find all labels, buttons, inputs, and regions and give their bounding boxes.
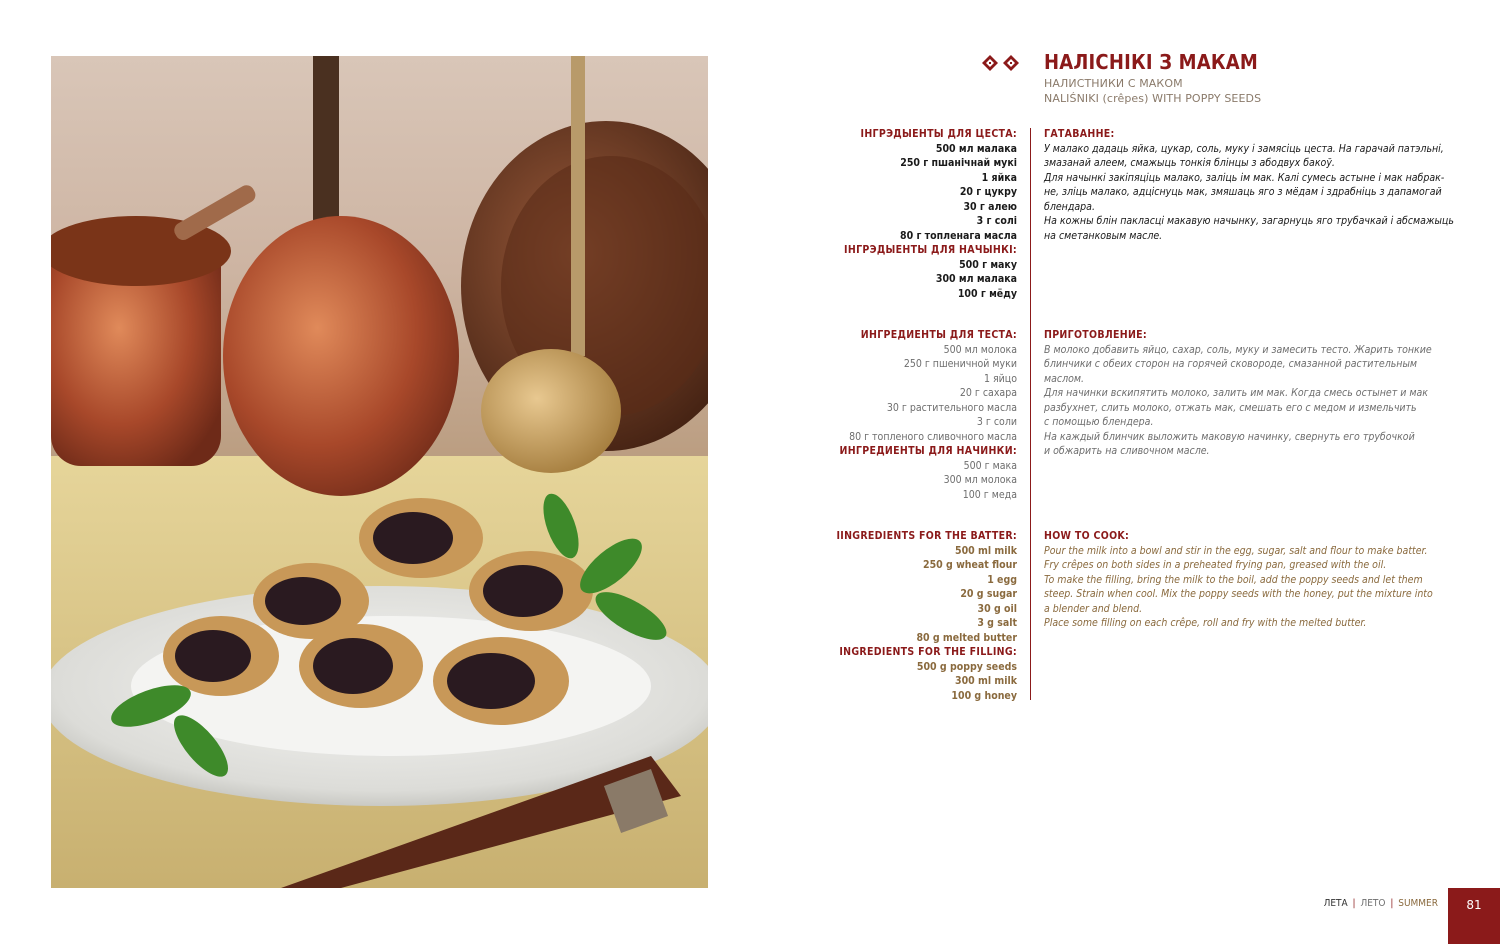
ingredient-item: 30 г алею xyxy=(963,200,1017,213)
method-line: На кожны блін пакласці макавую начынку, загарнуць яго трубачкай і абсмажыць xyxy=(1044,215,1454,227)
ingredient-item: 80 г топленага масла xyxy=(900,229,1017,242)
ingredient-item: 500 г мака xyxy=(963,459,1017,472)
column-divider xyxy=(1030,128,1031,700)
method-line: на сметанковым масле. xyxy=(1044,229,1163,242)
ingredient-item: 20 г цукру xyxy=(959,186,1017,198)
method-line: Для начинки вскипятить молоко, залить им мак. Когда смесь остынет и мак xyxy=(1044,387,1428,399)
ingredient-item: 30 г растительного масла xyxy=(886,401,1017,414)
ingredients-russian xyxy=(840,328,1018,502)
recipe-subtitle-english: NALIŚNIKI (crêpes) WITH POPPY SEEDS xyxy=(1044,92,1262,105)
ingredient-item: 250 g wheat flour xyxy=(923,559,1017,571)
method-heading: HOW TO COOK: xyxy=(1044,530,1130,542)
method-line: У малако дадаць яйка, цукар, соль, муку і замясіць цеста. На гарачай патэльні, xyxy=(1044,142,1444,155)
ingredient-item: 250 г пшанічнай мукі xyxy=(900,157,1017,169)
method-line: с помощью блендера. xyxy=(1044,416,1154,428)
method-line: Pour the milk into a bowl and stir in the egg, sugar, salt and flour to make batter. xyxy=(1044,544,1428,557)
ingredient-item: 3 г соли xyxy=(976,416,1017,428)
page-number: 81 xyxy=(1448,888,1500,944)
filling-heading: INGREDIENTS FOR THE FILLING: xyxy=(839,646,1017,658)
method-line: змазанай алеем, смажыць тонкія блінцы з абодвух бакоў. xyxy=(1044,157,1335,169)
method-line: Place some filling on each crêpe, roll and fry with the melted butter. xyxy=(1044,617,1367,629)
method-line: разбухнет, слить молоко, отжать мак, смешать его с медом и измельчить xyxy=(1044,401,1417,414)
ingredient-item: 1 яйцо xyxy=(983,372,1017,385)
ingredient-item: 300 мл малака xyxy=(935,273,1017,285)
season-english: SUMMER xyxy=(1398,898,1438,909)
crepes-photo-illustration xyxy=(51,56,708,888)
filling-heading: ІНГРЭДЫЕНТЫ ДЛЯ НАЧЫНКІ: xyxy=(844,244,1017,256)
method-line: маслом. xyxy=(1044,372,1085,385)
ingredients-english xyxy=(836,529,1017,703)
ingredient-item: 100 g honey xyxy=(951,689,1017,702)
ingredient-item: 500 ml milk xyxy=(955,544,1017,557)
ingredient-item: 3 г солі xyxy=(976,215,1017,227)
method-belarusian xyxy=(1044,127,1464,243)
method-line: не, зліць малако, адціснуць мак, змяшаць яго з мёдам і здрабніць з дапамогай xyxy=(1044,186,1442,198)
method-russian xyxy=(1044,328,1464,459)
ingredient-item: 100 г мёду xyxy=(957,287,1017,300)
method-line: В молоко добавить яйцо, сахар, соль, муку и замесить тесто. Жарить тонкие xyxy=(1044,343,1432,356)
method-english xyxy=(1044,529,1464,631)
method-line: steep. Strain when cool. Mix the poppy seeds with the honey, put the mixture into xyxy=(1044,588,1433,600)
ingredient-item: 100 г меда xyxy=(962,488,1017,501)
method-line: блинчики с обеих сторон на горячей сковороде, смазанной растительным xyxy=(1044,358,1418,370)
page-footer xyxy=(1324,898,1438,909)
batter-heading: ИНГРЕДИЕНТЫ ДЛЯ ТЕСТА: xyxy=(860,329,1017,341)
footer-separator: | xyxy=(1390,898,1394,909)
ingredients-belarusian xyxy=(844,127,1017,301)
ingredient-item: 300 ml milk xyxy=(955,675,1017,687)
method-line: блендара. xyxy=(1044,200,1095,213)
ingredient-item: 500 g poppy seeds xyxy=(916,660,1017,673)
batter-heading: ІНГРЭДЫЕНТЫ ДЛЯ ЦЕСТА: xyxy=(860,128,1017,140)
ingredient-item: 1 яйка xyxy=(981,171,1017,184)
recipe-photo xyxy=(51,56,708,888)
method-heading: ГАТАВАННЕ: xyxy=(1044,128,1115,140)
recipe-subtitle-russian: НАЛИСТНИКИ С МАКОМ xyxy=(1044,77,1183,90)
method-line: На каждый блинчик выложить маковую начинку, свернуть его трубочкой xyxy=(1044,430,1415,443)
ingredient-item: 80 г топленого сливочного масла xyxy=(849,430,1017,443)
ingredient-item: 500 мл молока xyxy=(943,343,1017,356)
season-belarusian: ЛЕТА xyxy=(1323,898,1348,909)
ingredient-item: 20 г сахара xyxy=(959,387,1017,399)
recipe-title: НАЛІСНІКІ З МАКАМ xyxy=(1044,50,1259,74)
ingredient-item: 30 g oil xyxy=(977,602,1017,615)
ingredient-item: 80 g melted butter xyxy=(916,631,1017,644)
method-line: Fry crêpes on both sides in a preheated frying pan, greased with the oil. xyxy=(1044,559,1387,571)
filling-heading: ИНГРЕДИЕНТЫ ДЛЯ НАЧИНКИ: xyxy=(839,445,1017,457)
ingredient-item: 300 мл молока xyxy=(943,474,1017,486)
method-line: Для начынкі закіпяціць малако, заліць ім мак. Калі сумесь астыне і мак набрак- xyxy=(1044,171,1445,184)
ingredient-item: 500 мл малака xyxy=(935,142,1017,155)
season-russian: ЛЕТО xyxy=(1360,898,1386,909)
method-line: To make the filling, bring the milk to the boil, add the poppy seeds and let them xyxy=(1044,573,1423,586)
method-line: a blender and blend. xyxy=(1044,602,1143,615)
ingredient-item: 500 г маку xyxy=(959,258,1017,271)
footer-separator: | xyxy=(1352,898,1356,909)
method-heading: ПРИГОТОВЛЕНИЕ: xyxy=(1044,329,1147,341)
ingredient-item: 20 g sugar xyxy=(960,588,1017,600)
ingredient-item: 1 egg xyxy=(987,573,1017,586)
ingredient-item: 3 g salt xyxy=(977,617,1017,629)
batter-heading: IINGREDIENTS FOR THE BATTER: xyxy=(836,530,1017,542)
method-line: и обжарить на сливочном масле. xyxy=(1044,445,1210,457)
ingredient-item: 250 г пшеничной муки xyxy=(903,358,1017,370)
ornament-icon xyxy=(981,54,1021,72)
